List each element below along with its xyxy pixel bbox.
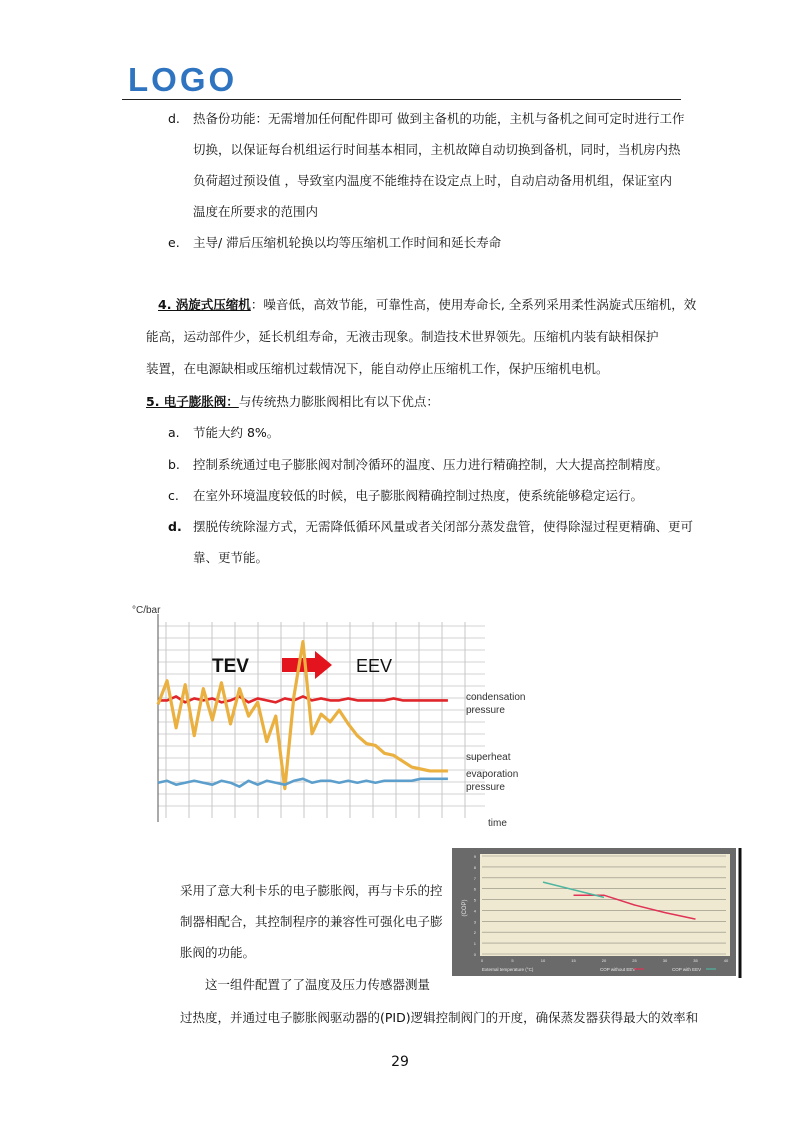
logo: LOGO xyxy=(128,61,238,98)
page-number: 29 xyxy=(391,1054,409,1070)
chart2-legend-label: COP without EEV xyxy=(600,967,636,972)
chart1-legend-label: evaporation xyxy=(466,769,519,780)
tev-eev-chart xyxy=(130,600,550,835)
chart2-x-label: External temperature (°C) xyxy=(482,967,534,972)
chart2-y-tick: 9 xyxy=(473,854,476,859)
chart2-x-tick: 35 xyxy=(693,958,698,963)
list-item-d2-line1: 摆脱传统除湿方式，无需降低循环风量或者关闭部分蒸发盘管，使得除湿过程更精确、更可 xyxy=(193,519,694,534)
chart2-x-tick: 30 xyxy=(662,958,668,963)
section-4-line2: 能高，运动部件少，延长机组寿命，无液击现象。制造技术世界领先。压缩机内装有缺相保护 xyxy=(146,329,659,344)
chart1-legend-label: pressure xyxy=(466,705,505,716)
chart2-x-tick: 25 xyxy=(632,958,637,963)
list-item-d-line2: 切换，以保证每台机组运行时间基本相同，主机故障自动切换到备机，同时，当机房内热 xyxy=(193,142,681,157)
chart1-annotation-tev: TEV xyxy=(212,656,249,677)
chart2-y-tick: 6 xyxy=(473,886,476,892)
chart2-x-tick: 10 xyxy=(540,958,546,963)
chart1-y-label: °C/bar xyxy=(132,605,161,616)
section-5-line1 xyxy=(146,394,439,410)
chart1-series-line xyxy=(158,779,448,787)
chart2-x-tick: 5 xyxy=(511,958,514,963)
list-item-d-line3: 负荷超过预设值 ，导致室内温度不能维持在设定点上时，自动启动备用机组，保证室内 xyxy=(193,173,672,188)
chart1-legend-label: condensation xyxy=(466,692,526,703)
chart1-x-label: time xyxy=(488,818,507,829)
caption-line4: 这一组件配置了了温度及压力传感器测量 xyxy=(205,977,431,992)
caption-line2: 制器相配合，其控制程序的兼容性可强化电子膨 xyxy=(180,914,443,929)
chart2-y-tick: 0 xyxy=(473,952,476,957)
list-marker-b: b. xyxy=(168,457,180,472)
section-5-intro: 与传统热力膨胀阀相比有以下优点： xyxy=(238,394,439,409)
chart2-y-tick: 3 xyxy=(473,919,476,925)
cop-chart xyxy=(452,848,742,978)
chart2-y-tick: 1 xyxy=(473,941,476,947)
list-marker-d: d. xyxy=(168,111,180,126)
list-marker-a: a. xyxy=(168,425,180,440)
list-marker-c: c. xyxy=(168,488,179,503)
chart2-x-tick: 20 xyxy=(601,958,607,963)
chart1-legend-label: pressure xyxy=(466,782,505,793)
chart2-y-tick: 4 xyxy=(473,908,476,914)
chart2-x-tick: 40 xyxy=(723,958,729,963)
list-item-e: 主导/ 滞后压缩机轮换以均等压缩机工作时间和延长寿命 xyxy=(193,235,502,250)
chart1-annotation-eev: EEV xyxy=(356,656,393,676)
chart2-y-label: (COP) xyxy=(462,899,468,917)
header-divider xyxy=(122,99,681,100)
list-marker-e: e. xyxy=(168,235,180,250)
section-5-heading: 5. 电子膨胀阀： xyxy=(146,394,239,409)
list-item-d-line4: 温度在所要求的范围内 xyxy=(193,204,319,219)
caption-line1: 采用了意大利卡乐的电子膨胀阀，再与卡乐的控 xyxy=(180,883,443,898)
chart2-y-tick: 7 xyxy=(473,875,476,881)
list-marker-d2: d. xyxy=(168,519,182,534)
chart1-legend-label: superheat xyxy=(466,752,511,763)
chart2-legend-label: COP with EEV xyxy=(672,967,702,972)
list-item-c: 在室外环境温度较低的时候，电子膨胀阀精确控制过热度，使系统能够稳定运行。 xyxy=(193,488,644,503)
chart2-x-tick: 15 xyxy=(571,958,576,963)
section-4-line1 xyxy=(158,297,696,313)
chart2-plot-area xyxy=(480,854,730,956)
caption-line5: 过热度，并通过电子膨胀阀驱动器的(PID)逻辑控制阀门的开度，确保蒸发器获得最大的效率和 xyxy=(180,1010,699,1025)
caption-line3: 胀阀的功能。 xyxy=(180,945,256,960)
section-4-line3: 装置，在电源缺相或压缩机过载情况下，能自动停止压缩机工作，保护压缩机电机。 xyxy=(146,361,609,376)
chart2-y-tick: 5 xyxy=(473,897,476,903)
chart2-y-tick: 2 xyxy=(473,930,476,936)
chart2-x-tick: 0 xyxy=(480,958,484,963)
list-item-a: 节能大约 8%。 xyxy=(193,425,280,440)
list-item-b: 控制系统通过电子膨胀阀对制冷循环的温度、压力进行精确控制，大大提高控制精度。 xyxy=(193,457,669,472)
list-item-d2-line2: 靠、更节能。 xyxy=(193,550,269,565)
section-4-intro: ：噪音低，高效节能，可靠性高，使用寿命长, 全系列采用柔性涡旋式压缩机，效 xyxy=(250,297,697,312)
section-4-heading: 4. 涡旋式压缩机 xyxy=(158,297,251,312)
chart2-y-tick: 8 xyxy=(473,864,476,870)
list-item-d-line1: 热备份功能：无需增加任何配件即可 做到主备机的功能，主机与备机之间可定时进行工作 xyxy=(193,111,685,126)
